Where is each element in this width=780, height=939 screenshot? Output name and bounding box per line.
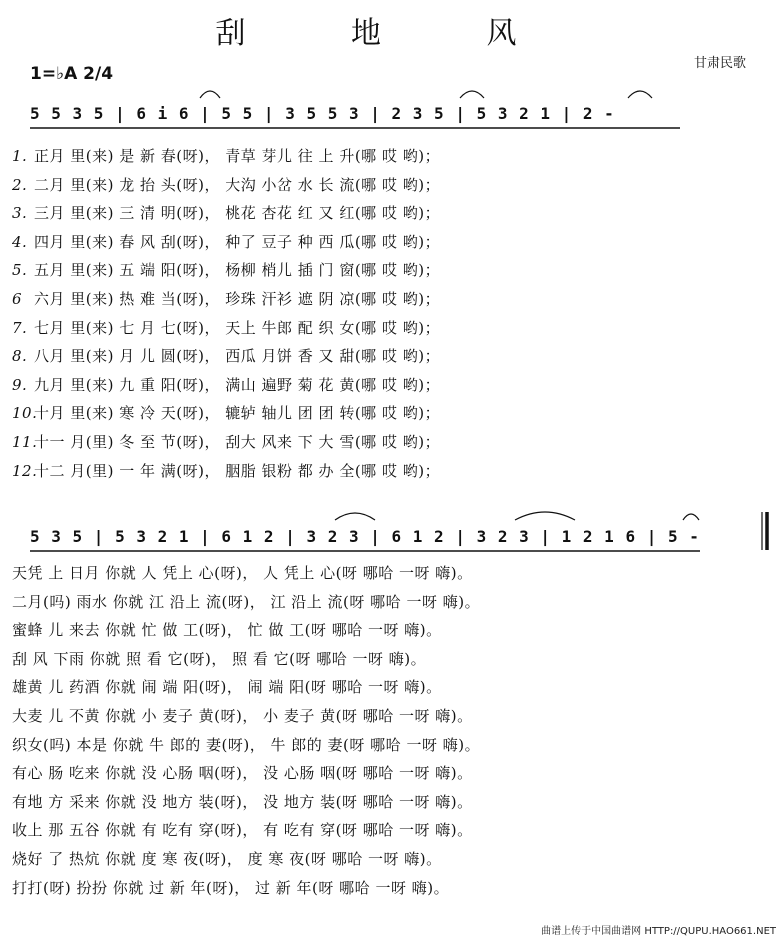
slur-mark bbox=[460, 91, 484, 98]
key-signature: 1=♭A 2/4 bbox=[30, 64, 114, 84]
verse-number: 7. bbox=[12, 318, 28, 337]
verse-text: 二月 里(来) 龙 抬 头(呀)， 大沟 小岔 水 长 流(哪 哎 哟)； bbox=[34, 175, 441, 194]
verse-line-continuation: 刮 风 下雨 你就 照 看 它(呀)， 照 看 它(呀 哪哈 一呀 嗨)。 bbox=[12, 649, 427, 668]
verse-text: 八月 里(来) 月 儿 圆(呀)， 西瓜 月饼 香 又 甜(哪 哎 哟)； bbox=[34, 347, 441, 366]
verse-number: 11. bbox=[12, 433, 38, 451]
verse-text: 三月 里(来) 三 清 明(呀)， 桃花 杏花 红 又 红(哪 哎 哟)； bbox=[34, 204, 441, 223]
verse-line-continuation: 有心 肠 吃来 你就 没 心肠 咽(呀)， 没 心肠 咽(呀 哪哈 一呀 嗨)。 bbox=[12, 764, 473, 783]
slur-mark bbox=[628, 91, 652, 98]
song-source: 甘肃民歌 bbox=[694, 56, 747, 71]
verse-text: 十二 月(里) 一 年 满(呀)， 胭脂 银粉 都 办 全(哪 哎 哟)； bbox=[34, 461, 441, 480]
watermark: 曲谱上传于中国曲谱网 HTTP://QUPU.HAO661.NET bbox=[541, 926, 776, 937]
slur-mark bbox=[200, 91, 220, 98]
verse-line-continuation: 收上 那 五谷 你就 有 吃有 穿(呀)， 有 吃有 穿(呀 哪哈 一呀 嗨)。 bbox=[12, 821, 473, 840]
verse-number: 6 bbox=[12, 290, 23, 308]
verse-text: 九月 里(来) 九 重 阳(呀)， 满山 遍野 菊 花 黄(哪 哎 哟)； bbox=[34, 375, 441, 394]
fermata-mark bbox=[683, 514, 699, 520]
slur-mark bbox=[335, 513, 375, 520]
verse-line-continuation: 雄黄 儿 药酒 你就 闹 端 阳(呀)， 闹 端 阳(呀 哪哈 一呀 嗨)。 bbox=[12, 678, 442, 697]
verse-line-continuation: 蜜蜂 儿 来去 你就 忙 做 工(呀)， 忙 做 工(呀 哪哈 一呀 嗨)。 bbox=[12, 621, 442, 640]
verse-number: 5. bbox=[12, 261, 28, 280]
song-title: 刮 地 风 bbox=[215, 16, 565, 51]
verse-line-continuation: 二月(吗) 雨水 你就 江 沿上 流(呀)， 江 沿上 流(呀 哪哈 一呀 嗨)。 bbox=[12, 592, 481, 611]
verse-number: 2. bbox=[12, 175, 28, 194]
verse-text: 七月 里(来) 七 月 七(呀)， 天上 牛郎 配 织 女(哪 哎 哟)； bbox=[34, 318, 441, 337]
verse-number: 4. bbox=[12, 232, 28, 251]
verse-number: 3. bbox=[12, 204, 28, 223]
melody-line-1: 5 5 3 5 | 6 i 6 | 5 5 | 3 5 5 3 | 2 3 5 | 5 3 2 1 | 2 - bbox=[30, 104, 615, 123]
verse-number: 1. bbox=[12, 147, 28, 165]
verse-text: 六月 里(来) 热 难 当(呀)， 珍珠 汗衫 遮 阴 凉(哪 哎 哟)； bbox=[34, 290, 441, 308]
verse-text: 四月 里(来) 春 风 刮(呀)， 种了 豆子 种 西 瓜(哪 哎 哟)； bbox=[34, 232, 441, 251]
melody-line-2: 5 3 5 | 5 3 2 1 | 6 1 2 | 3 2 3 | 6 1 2 | 3 2 3 | 1 2 1 6 | 5 - bbox=[30, 527, 700, 546]
verse-line-continuation: 打打(呀) 扮扮 你就 过 新 年(呀)， 过 新 年(呀 哪哈 一呀 嗨)。 bbox=[12, 878, 450, 897]
verse-number: 12. bbox=[12, 461, 38, 480]
slur-mark bbox=[515, 512, 575, 520]
verse-number: 8. bbox=[12, 347, 28, 366]
verse-number: 10. bbox=[12, 404, 38, 423]
verse-text: 十一 月(里) 冬 至 节(呀)， 刮大 风来 下 大 雪(哪 哎 哟)； bbox=[34, 433, 441, 451]
verse-line-continuation: 大麦 儿 不黄 你就 小 麦子 黄(呀)， 小 麦子 黄(呀 哪哈 一呀 嗨)。 bbox=[12, 707, 473, 725]
verse-text: 十月 里(来) 寒 冷 天(呀)， 辘轳 轴儿 团 团 转(哪 哎 哟)； bbox=[34, 404, 441, 423]
verse-number: 9. bbox=[12, 375, 28, 394]
verse-line-continuation: 织女(吗) 本是 你就 牛 郎的 妻(呀)， 牛 郎的 妻(呀 哪哈 一呀 嗨)。 bbox=[12, 735, 481, 754]
verse-text: 正月 里(来) 是 新 春(呀)， 青草 芽儿 往 上 升(哪 哎 哟)； bbox=[34, 147, 441, 165]
verse-line-continuation: 烧好 了 热炕 你就 度 寒 夜(呀)， 度 寒 夜(呀 哪哈 一呀 嗨)。 bbox=[12, 850, 442, 868]
verse-text: 五月 里(来) 五 端 阳(呀)， 杨柳 梢儿 插 门 窗(哪 哎 哟)； bbox=[34, 261, 441, 280]
verse-line-continuation: 天凭 上 日月 你就 人 凭上 心(呀)， 人 凭上 心(呀 哪哈 一呀 嗨)。 bbox=[12, 564, 473, 582]
verse-line-continuation: 有地 方 采来 你就 没 地方 装(呀)， 没 地方 装(呀 哪哈 一呀 嗨)。 bbox=[12, 792, 473, 811]
